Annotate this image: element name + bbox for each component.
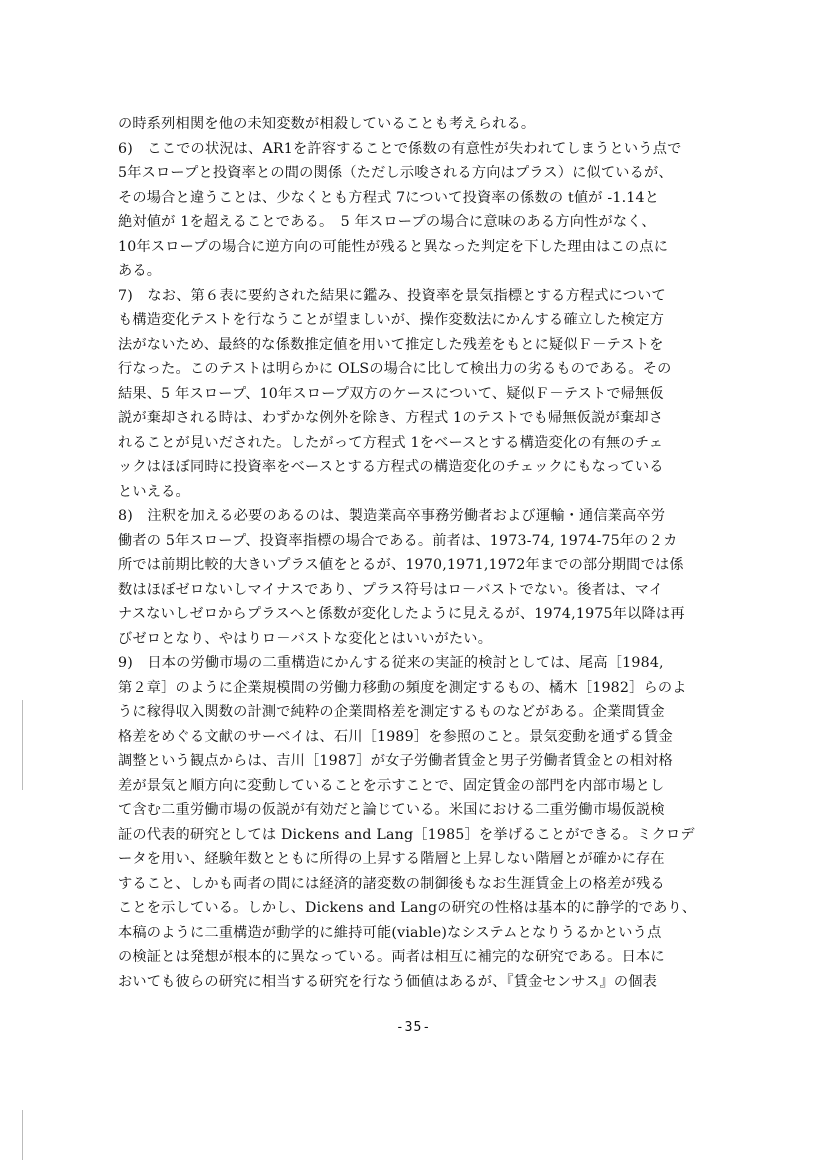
text-line: 結果、5 年スロープ、10年スロープ双方のケースについて、疑似Ｆ－テストで帰無仮 [118, 385, 664, 402]
scan-edge-mark [22, 1110, 23, 1160]
text-line: 証の代表的研究としては Dickens and Lang［1985］を挙げることができる。ミクロデ [118, 826, 695, 843]
text-line: すること、しかも両者の間には経済的諸変数の制御後もなお生涯賃金上の格差が残る [118, 875, 665, 892]
text-line: 所では前期比較的大きいプラス値をとるが、1970,1971,1972年までの部分期間では係 [118, 557, 684, 573]
text-line: 格差をめぐる文献のサーベイは、石川［1989］を参照のこと。景気変動を通ずる賃金 [118, 728, 673, 745]
text-line: ある。 [118, 263, 162, 279]
text-line: 第２章］のように企業規模間の労働力移動の頻度を測定するもの、橘木［1982］らのよ [118, 679, 687, 696]
text-line: 本稿のように二重構造が動学的に維持可能(viable)なシステムとなりうるかという点 [118, 924, 662, 941]
text-line: の時系列相関を他の未知変数が相殺していることも考えられる。 [118, 116, 536, 132]
text-line: 差が景気と順方向に変動していることを示すことで、固定賃金の部門を内部市場とし [118, 777, 665, 794]
text-line: 絶対値が 1を超えることである。 5 年スロープの場合に意味のある方向性がなく、 [118, 214, 656, 230]
text-line: て含む二重労働市場の仮説が有効だと論じている。米国における二重労働市場仮説検 [118, 802, 665, 818]
text-line: 7) なお、第６表に要約された結果に鑑み、投資率を景気指標とする方程式について [118, 287, 666, 304]
text-line: 行なった。このテストは明らかに OLSの場合に比して検出力の劣るものである。その [118, 361, 672, 377]
text-line: ことを示している。しかし、Dickens and Langの研究の性格は基本的に静学的であり、 [118, 900, 697, 916]
document-body [118, 112, 722, 994]
text-line: びゼロとなり、やはりロ－バストな変化とはいいがたい。 [118, 630, 493, 647]
text-line: ナスないしゼロからプラスへと係数が変化したように見えるが、1974,1975年以降は再 [118, 606, 685, 622]
text-line: も構造変化テストを行なうことが望ましいが、操作変数法にかんする確立した検定方 [118, 312, 665, 328]
text-line: の検証とは発想が根本的に異なっている。両者は相互に補完的な研究である。日本に [118, 949, 665, 965]
text-line: ータを用い、経験年数とともに所得の上昇する階層と上昇しない階層とが確かに存在 [118, 851, 665, 867]
text-line: その場合と違うことは、少なくとも方程式 7について投資率の係数の t値が -1.14と [118, 189, 660, 206]
scan-edge-mark [22, 700, 23, 790]
text-line: うに稼得収入関数の計測で純粋の企業間格差を測定するものなどがある。企業間賃金 [118, 704, 665, 720]
text-line: れることが見いだされた。したがって方程式 1をベースとする構造変化の有無のチェ [118, 434, 664, 451]
text-line: 調整という観点からは、吉川［1987］が女子労働者賃金と男子労働者賃金との相対格 [118, 753, 673, 769]
text-line: 働者の 5年スロープ、投資率指標の場合である。前者は、1973-74, 1974-75年の２カ [118, 532, 678, 549]
text-line: 法がないため、最終的な係数推定値を用いて推定した残差をもとに疑似Ｆ－テストを [118, 336, 664, 353]
text-line: 8) 注釈を加える必要のあるのは、製造業高卒事務労働者および運輸・通信業高卒労 [118, 508, 666, 524]
page-number: -35- [395, 1020, 432, 1035]
text-line: 10年スロープの場合に逆方向の可能性が残ると異なった判定を下した理由はこの点に [118, 238, 669, 255]
text-line: といえる。 [118, 483, 190, 500]
text-line: 説が棄却される時は、わずかな例外を除き、方程式 1のテストでも帰無仮説が棄却さ [118, 410, 664, 426]
text-line: 9) 日本の労働市場の二重構造にかんする従来の実証的検討としては、尾高［1984, [118, 655, 664, 671]
text-line: おいても彼らの研究に相当する研究を行なう価値はあるが、『賃金センサス』の個表 [118, 973, 658, 990]
text-line: 5年スロープと投資率との間の関係（ただし示唆される方向はプラス）に似ているが、 [118, 165, 673, 181]
text-line: ックはほぼ同時に投資率をベースとする方程式の構造変化のチェックにもなっている [118, 459, 664, 475]
text-line: 数はほぼゼロないしマイナスであり、プラス符号はロ－バストでない。後者は、マイ [118, 581, 664, 598]
text-line: 6) ここでの状況は、AR1を許容することで係数の有意性が失われてしまうという点で [118, 140, 682, 157]
